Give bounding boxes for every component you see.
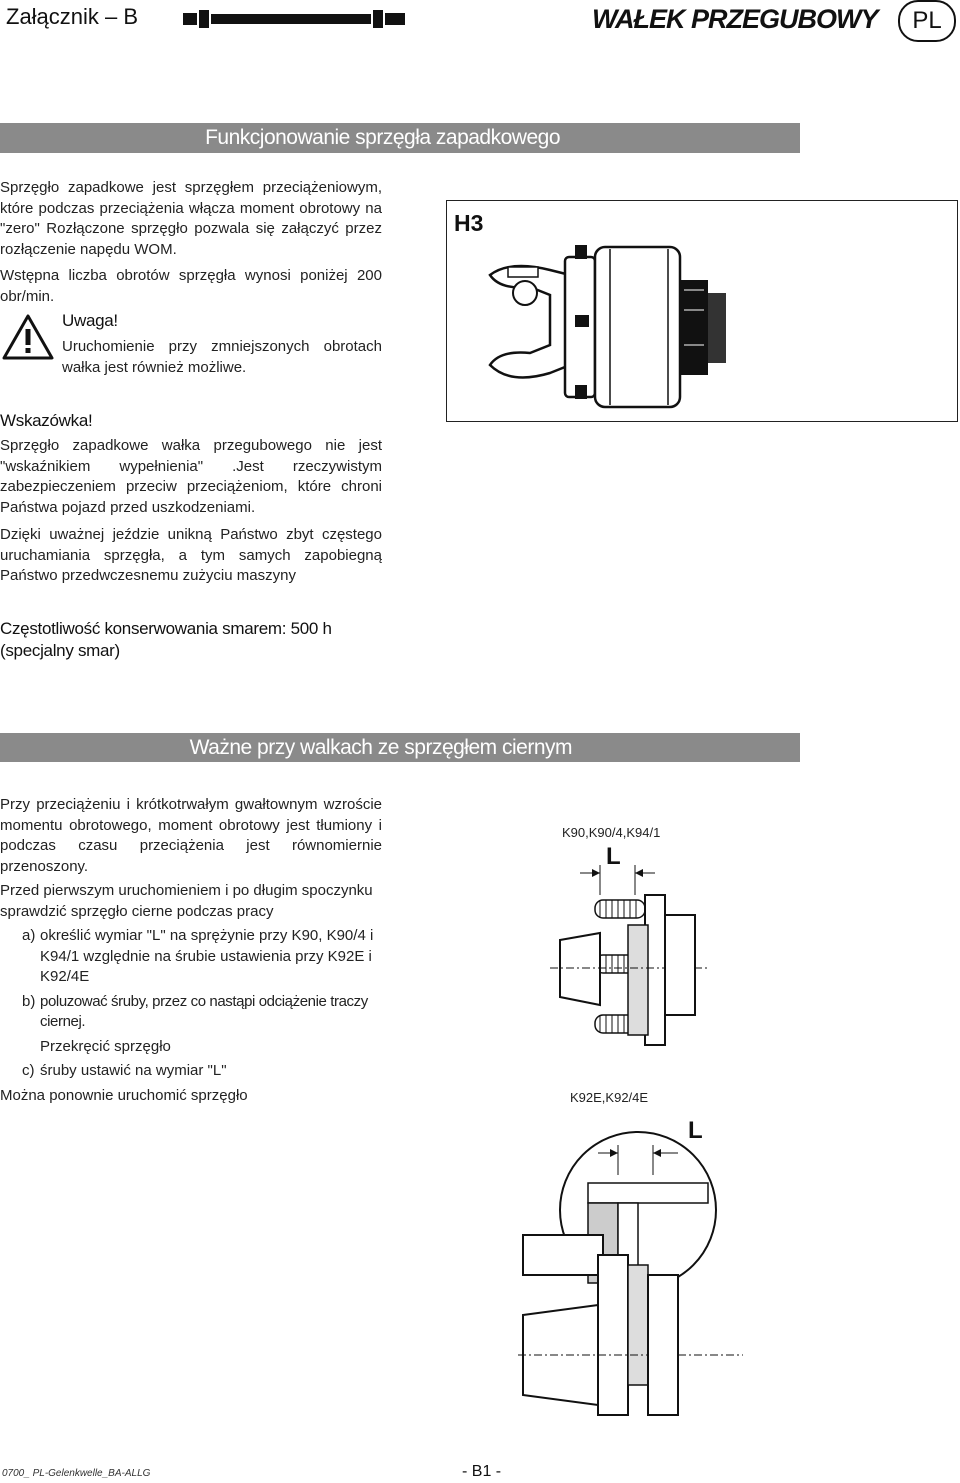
hint-title: Wskazówka!	[0, 411, 93, 430]
page-number: - B1 -	[462, 1463, 502, 1480]
list-item: Przekręcić sprzęgło	[40, 1037, 171, 1055]
warning-text: Uruchomienie przy zmniejszonych obrotach wałka jest również możliwe.	[62, 338, 382, 376]
warning-icon	[2, 313, 54, 361]
dimension-label-l-2: L	[688, 1117, 703, 1144]
initial-speed-text: Wstępna liczba obrotów sprzęgła wynosi poniżej 200 obr/min.	[0, 267, 382, 305]
hint-text: Sprzęgło zapadkowe wałka przegubowego nie jest "wskaźnikiem wypełnienia" .Jest rzeczywistym zabezpieczeniem przeciw przeciążeniom, które chroni Państwa pojazd przed uszkodzeniami.	[0, 437, 382, 516]
friction-clutch-diagram-2	[518, 1105, 748, 1440]
diagram2-label: K92E,K92/4E	[570, 1090, 649, 1105]
overload-text: Przy przeciążeniu i krótkotrwałym gwałtownym wzroście momentu obrotowego, moment obrotowy jest tłumiony i podczas czasu przeciążenia jest równomiernie przenoszony.	[0, 796, 382, 875]
section2-text	[0, 795, 382, 1106]
wear-text: Dzięki uważnej jeździe unikną Państwo zbyt częstego uruchamiania sprzęgła, a tym samych zapobiegną Państwo przedwczesnemu zużyciu maszyny	[0, 526, 382, 584]
language-badge: PL	[898, 0, 956, 42]
friction-clutch-diagram-1	[540, 855, 720, 1070]
drive-shaft-icon	[183, 8, 405, 30]
restart-text: Można ponownie uruchomić sprzęgło	[0, 1086, 248, 1104]
maintenance-interval: Częstotliwość konserwowania smarem: 500 h (specjalny smar)	[0, 619, 332, 660]
ratchet-description: Sprzęgło zapadkowe jest sprzęgłem przeciążeniowym, które podczas przeciążenia włącza moment obrotowy na "zero" Rozłączone sprzęgło pozwala się załączyć przez rozłączenie napędu WOM.	[0, 179, 382, 258]
section1-text	[0, 178, 382, 307]
list-item: c) śruby ustawić na wymiar "L"	[22, 1062, 227, 1079]
dimension-label-l: L	[606, 843, 621, 870]
section-title-friction-clutch: Ważne przy walkach ze sprzęgłem ciernym	[0, 733, 800, 762]
first-start-text: Przed pierwszym uruchomieniem i po długim spoczynku sprawdzić sprzęgło cierne podczas pracy	[0, 882, 373, 920]
figure-label: H3	[454, 210, 484, 236]
diagram1-label: K90,K90/4,K94/1	[562, 825, 661, 840]
list-item: a) określić wymiar "L" na sprężynie przy K90, K90/4 i K94/1 względnie na śrubie ustawienia przy K92E i K92/4E	[22, 927, 374, 985]
procedure-list	[0, 926, 382, 1082]
document-code: 0700_ PL-Gelenkwelle_BA-ALLG	[2, 1468, 151, 1479]
section-title-ratchet-clutch: Funkcjonowanie sprzęgła zapadkowego	[0, 123, 800, 153]
list-item: b) poluzować śruby, przez co nastąpi odciążenie traczy ciernej.	[22, 992, 368, 1030]
annex-label: Załącznik – B	[6, 4, 139, 29]
ratchet-clutch-drawing	[470, 235, 740, 415]
warning-title: Uwaga!	[62, 311, 118, 330]
document-title: WAŁEK PRZEGUBOWY	[592, 4, 878, 34]
